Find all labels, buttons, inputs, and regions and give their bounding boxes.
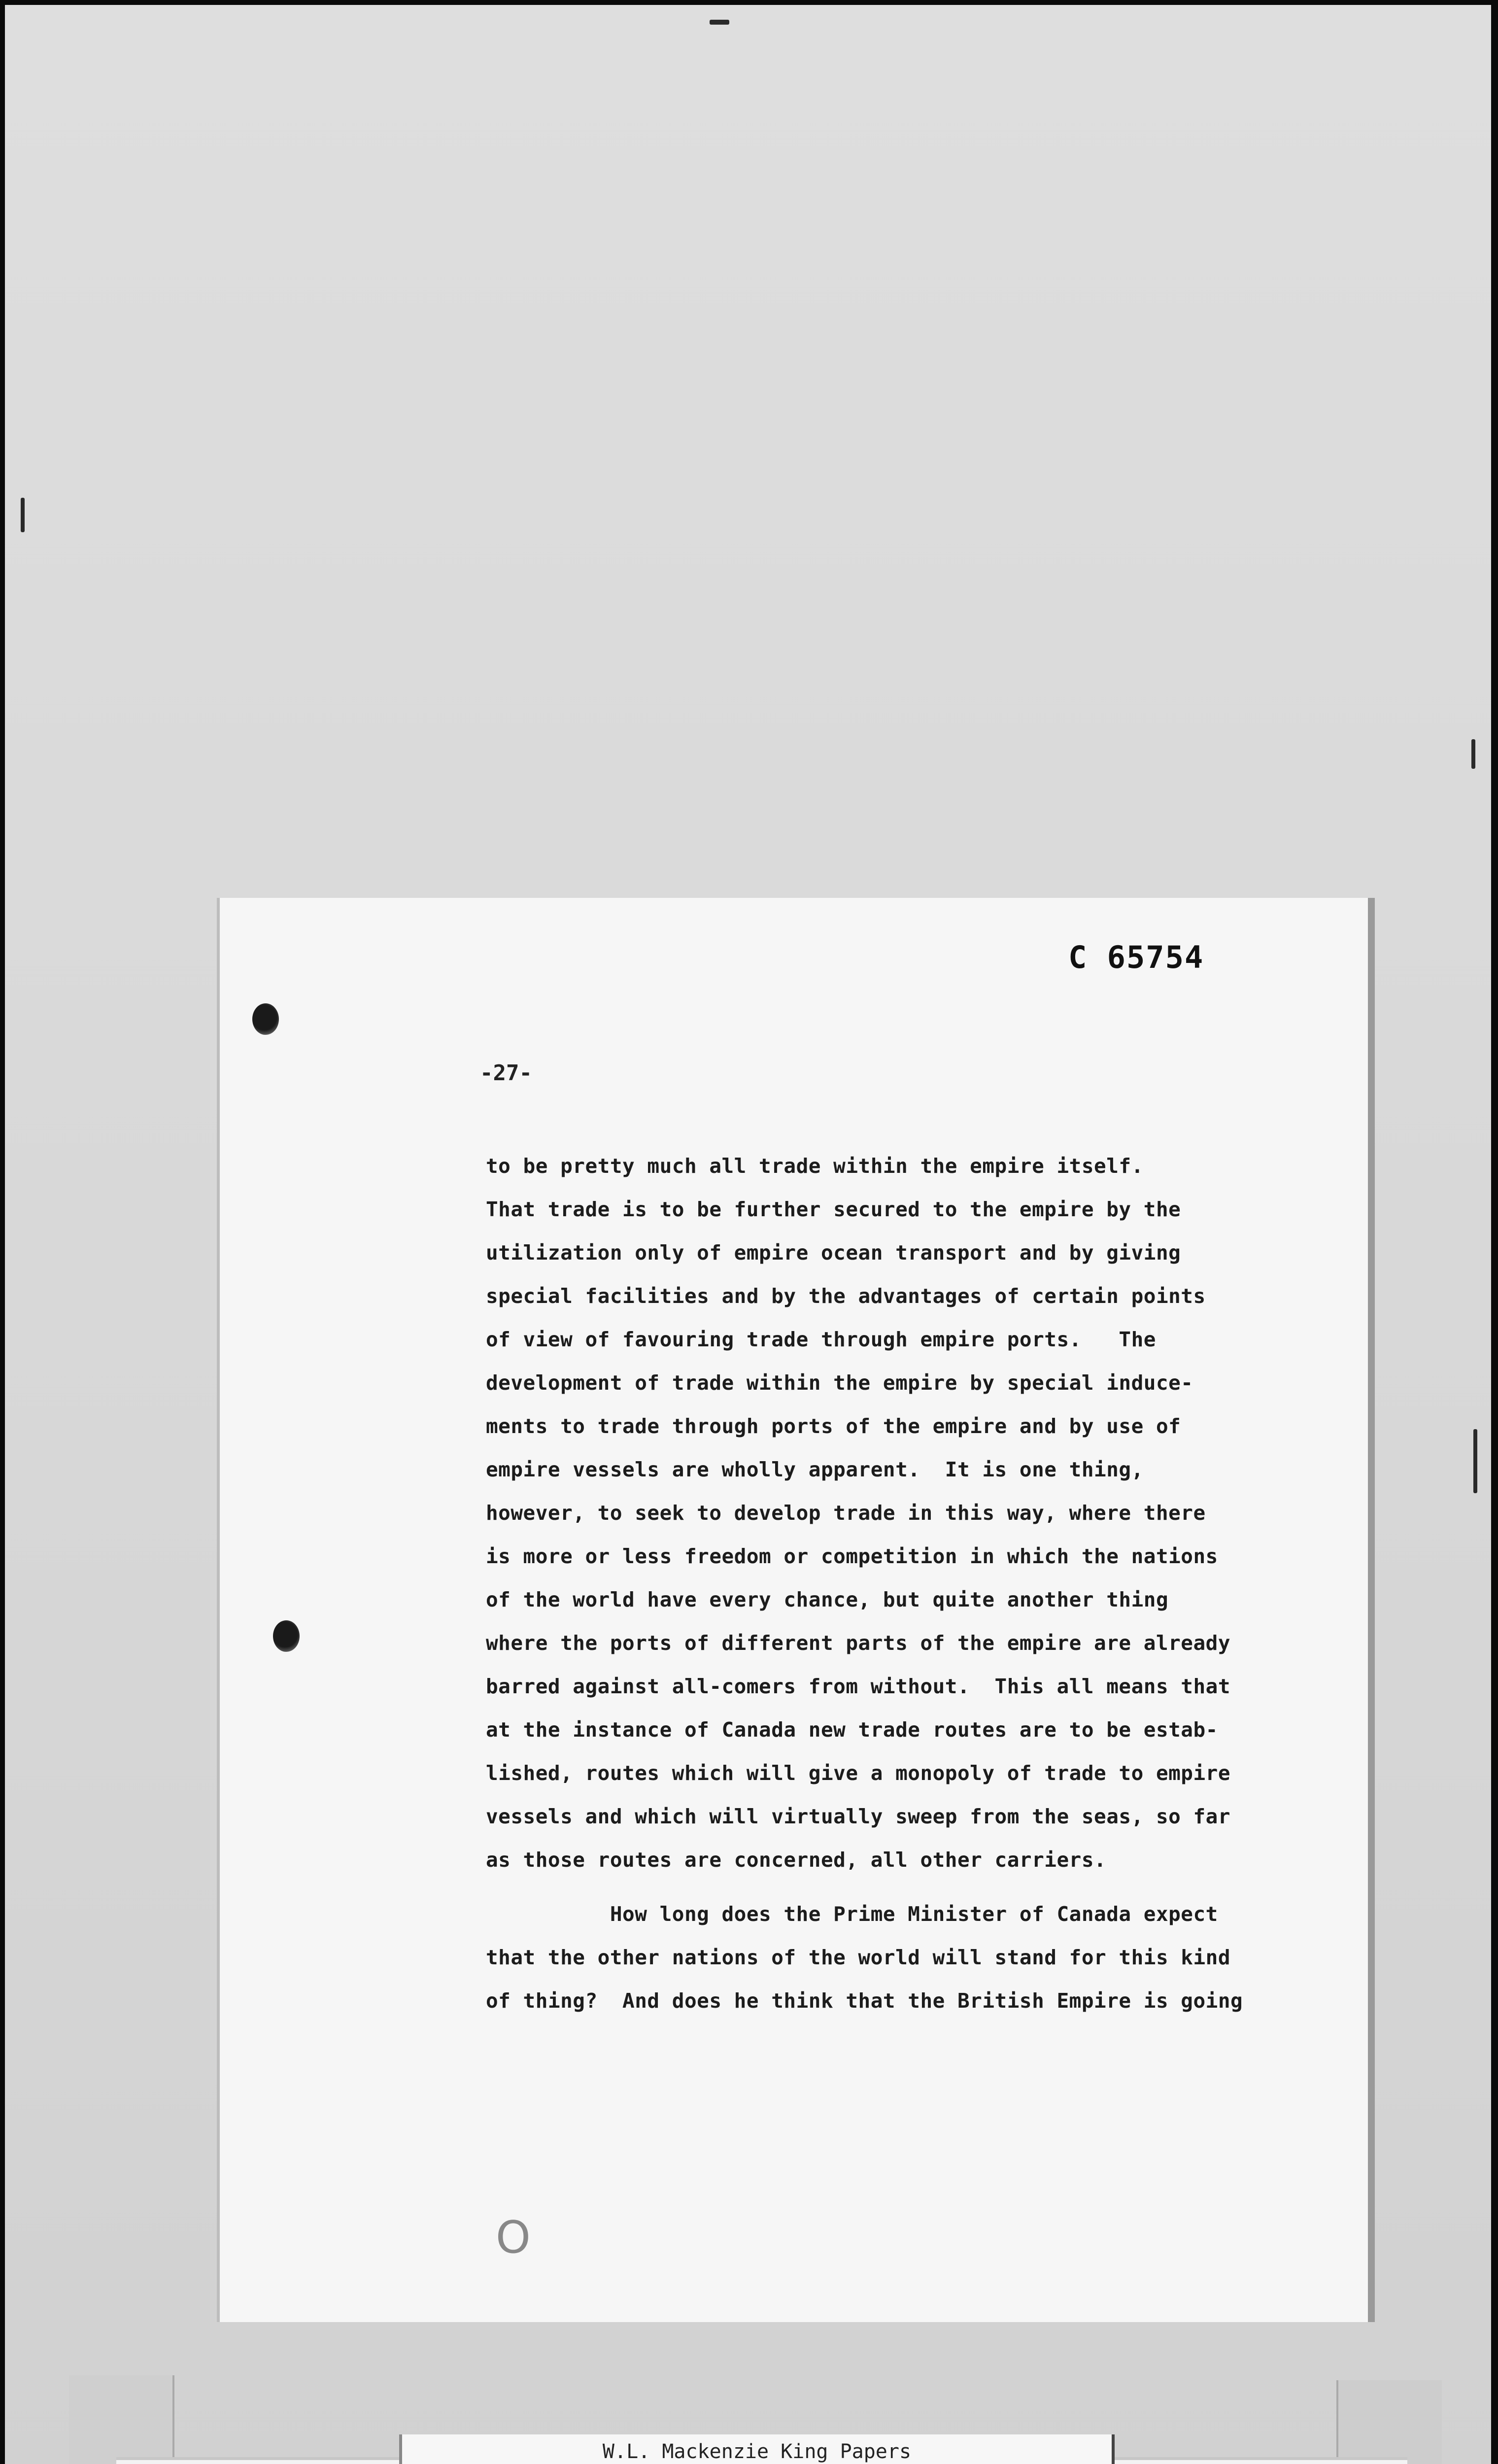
film-edge-top (0, 0, 1498, 5)
body-line: utilization only of empire ocean transport and by giving (486, 1241, 1181, 1265)
film-speck (1471, 739, 1475, 769)
document-identifier: C 65754 (1068, 939, 1204, 975)
body-line: That trade is to be further secured to the empire by the (486, 1198, 1181, 1221)
body-line: How long does the Prime Minister of Canada expect (486, 1902, 1218, 1926)
film-speck (21, 498, 25, 532)
mounting-tape-right (1336, 2380, 1442, 2464)
film-edge-right (1491, 0, 1498, 2464)
document-page (217, 898, 1368, 2322)
body-line: lished, routes which will give a monopoly of trade to empire (486, 1761, 1231, 1785)
body-line: is more or less freedom or competition in which the nations (486, 1544, 1218, 1568)
collection-name: W.L. Mackenzie King Papers (602, 2440, 912, 2463)
body-line: as those routes are concerned, all other carriers. (486, 1848, 1107, 1872)
collection-label (399, 2434, 1115, 2464)
body-line: to be pretty much all trade within the empire itself. (486, 1154, 1144, 1178)
body-line: special facilities and by the advantages of certain points (486, 1284, 1206, 1308)
body-line: vessels and which will virtually sweep from the seas, so far (486, 1805, 1231, 1828)
body-line: ments to trade through ports of the empire and by use of (486, 1414, 1181, 1438)
body-line: empire vessels are wholly apparent. It is one thing, (486, 1458, 1144, 1481)
body-line: where the ports of different parts of the empire are already (486, 1631, 1231, 1655)
punch-hole-top (252, 1003, 279, 1035)
body-line: of view of favouring trade through empire ports. The (486, 1328, 1156, 1351)
body-line: of thing? And does he think that the British Empire is going (486, 1989, 1243, 2013)
margin-mark: O (496, 2212, 531, 2263)
page-number: -27- (480, 1061, 532, 1086)
film-edge-left (0, 0, 5, 2464)
punch-hole-bottom (273, 1620, 300, 1652)
body-line: of the world have every chance, but quite another thing (486, 1588, 1169, 1611)
body-line: that the other nations of the world will stand for this kind (486, 1946, 1231, 1969)
body-line: however, to seek to develop trade in this way, where there (486, 1501, 1206, 1525)
body-line: at the instance of Canada new trade routes are to be estab- (486, 1718, 1218, 1742)
film-speck (710, 20, 729, 25)
body-line: development of trade within the empire by special induce- (486, 1371, 1193, 1395)
body-line: barred against all-comers from without. This all means that (486, 1675, 1231, 1698)
mounting-tape-left (69, 2375, 174, 2464)
film-speck (1473, 1429, 1477, 1493)
